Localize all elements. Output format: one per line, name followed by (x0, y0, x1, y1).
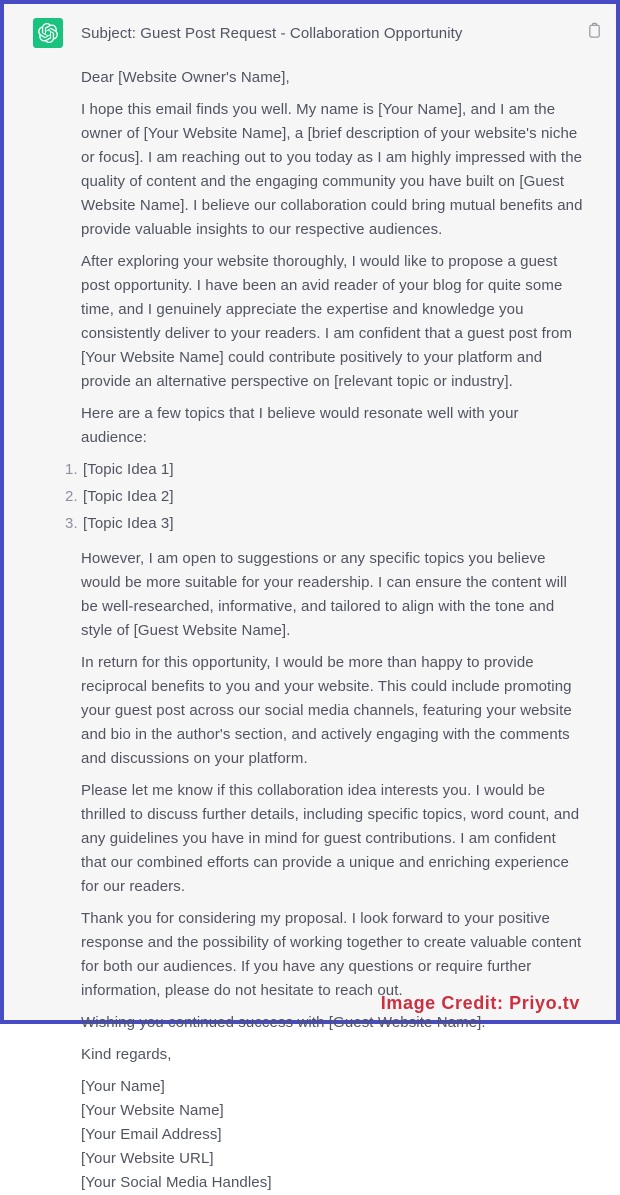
image-credit-watermark: Image Credit: Priyo.tv (380, 993, 580, 1013)
email-greeting: Dear [Website Owner's Name], (81, 69, 290, 86)
email-closing: Kind regards, (81, 1046, 172, 1063)
email-subject-line: Subject: Guest Post Request - Collaboration Opportunity (81, 24, 463, 42)
copy-button[interactable] (585, 20, 604, 41)
list-item-label: [Topic Idea 1] (83, 461, 174, 478)
email-body (65, 66, 585, 1195)
chatgpt-avatar (33, 18, 63, 48)
list-item-label: [Topic Idea 2] (83, 488, 174, 505)
topics-intro: Here are a few topics that I believe would resonate well with your audience: (81, 405, 519, 446)
list-item (65, 512, 585, 536)
email-paragraph: However, I am open to suggestions or any specific topics you believe would be more suitable for your readership. I can ensure the content will be well-researched, informative, and tailored to align with the tone and style of [Guest Website Name]. (81, 550, 567, 639)
email-wishing-line: Wishing you continued success with [Guest Website Name]. (81, 1014, 486, 1031)
email-signature (81, 1075, 585, 1195)
signature-line: [Your Email Address] (81, 1126, 222, 1143)
email-paragraph: Thank you for considering my proposal. I look forward to your positive response and the possibility of working together to create valuable content for both our audiences. If you have any questions or require further information, please do not hesitate to reach out. (81, 910, 582, 999)
signature-line: [Your Social Media Handles] (81, 1174, 272, 1191)
list-number: 1. (65, 461, 78, 478)
email-paragraph: After exploring your website thoroughly, I would like to propose a guest post opportunity. I have been an avid reader of your blog for quite some time, and I genuinely appreciate the expertise and knowledge you consistently deliver to your readers. I am confident that a guest post from [Your Website Name] could contribute positively to your platform and provide an alternative perspective on [relevant topic or industry]. (81, 253, 573, 390)
clipboard-icon (587, 22, 602, 39)
list-item (65, 485, 585, 509)
openai-logo-icon (38, 23, 58, 43)
signature-line: [Your Name] (81, 1078, 165, 1095)
signature-line: [Your Website Name] (81, 1102, 224, 1119)
topic-ideas-list (65, 458, 585, 536)
list-item-label: [Topic Idea 3] (83, 515, 174, 532)
signature-line: [Your Website URL] (81, 1150, 214, 1167)
list-item (65, 458, 585, 482)
list-number: 3. (65, 515, 78, 532)
email-paragraph: In return for this opportunity, I would be more than happy to provide reciprocal benefits to you and your website. This could include promoting your guest post across our social media channels, featuring your website and bio in the author's section, and actively engaging with the comments and discussions on your platform. (81, 654, 572, 767)
email-paragraph: Please let me know if this collaboration idea interests you. I would be thrilled to discuss further details, including specific topics, word count, and any guidelines you have in mind for guest contributions. I am confident that our combined efforts can provide a unique and enriching experience for our readers. (81, 782, 580, 895)
message-header (4, 4, 616, 48)
list-number: 2. (65, 488, 78, 505)
email-paragraph: I hope this email finds you well. My name is [Your Name], and I am the owner of [Your Website Name], a [brief description of your website's niche or focus]. I am reaching out to you today as I am highly impressed with the quality of content and the engaging community you have built on [Guest Website Name]. I believe our collaboration could bring mutual benefits and provide valuable insights to our respective audiences. (81, 101, 583, 238)
